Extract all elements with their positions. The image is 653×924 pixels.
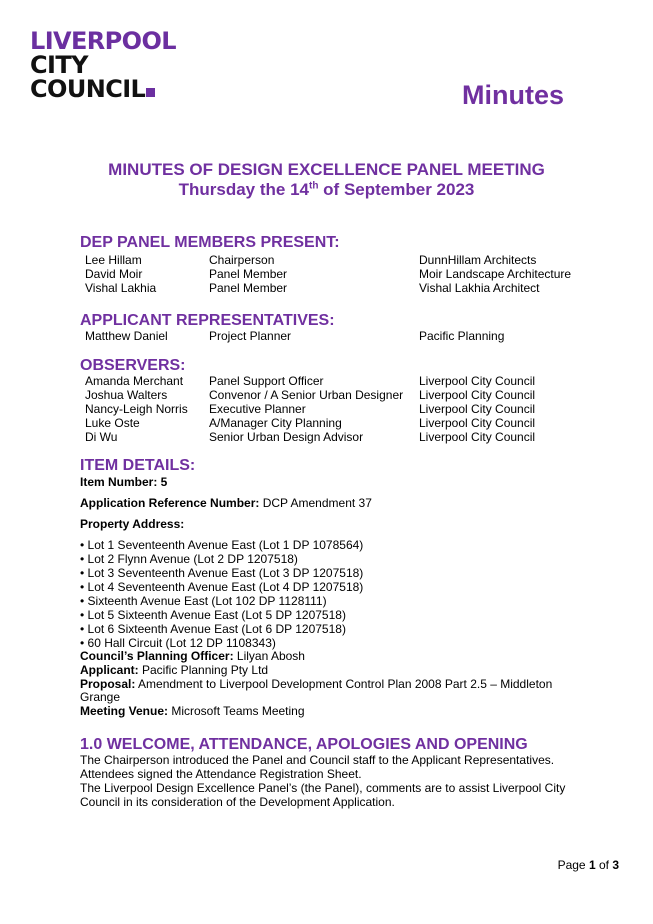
name-cell: Luke Oste <box>85 416 140 430</box>
org-cell: Liverpool City Council <box>419 430 536 444</box>
org-cell: Moir Landscape Architecture <box>419 267 572 281</box>
list-item: • 60 Hall Circuit (Lot 12 DP 1108343) <box>80 636 276 650</box>
application-reference: Application Reference Number: DCP Amendment 37 <box>80 496 372 510</box>
role-cell: Executive Planner <box>209 402 306 416</box>
planning-officer: Council’s Planning Officer: Lilyan Abosh <box>80 649 305 663</box>
council-logo <box>30 29 176 101</box>
name-cell: Joshua Walters <box>85 388 168 402</box>
proposal-continued: Grange <box>80 690 121 704</box>
org-cell: Liverpool City Council <box>419 374 536 388</box>
list-item: • Lot 5 Sixteenth Avenue East (Lot 5 DP 1207518) <box>80 608 346 622</box>
role-cell: A/Manager City Planning <box>209 416 342 430</box>
panel-heading: DEP PANEL MEMBERS PRESENT: <box>80 234 340 251</box>
list-item: • Lot 4 Seventeenth Avenue East (Lot 4 DP 1207518) <box>80 580 364 594</box>
name-cell: Lee Hillam <box>85 253 142 267</box>
org-cell: Pacific Planning <box>419 329 505 343</box>
role-cell: Convenor / A Senior Urban Designer <box>209 388 404 402</box>
property-address-label: Property Address: <box>80 517 185 531</box>
table-row <box>85 416 645 430</box>
document-type: Minutes <box>461 80 564 110</box>
list-item: • Lot 2 Flynn Avenue (Lot 2 DP 1207518) <box>80 552 298 566</box>
logo-line-3: COUNCIL <box>30 77 176 101</box>
name-cell: Nancy-Leigh Norris <box>85 402 188 416</box>
org-cell: Liverpool City Council <box>419 416 536 430</box>
role-cell: Panel Member <box>209 267 288 281</box>
list-item: • Sixteenth Avenue East (Lot 102 DP 1128111) <box>80 594 327 608</box>
observers-heading: OBSERVERS: <box>80 357 186 374</box>
name-cell: Amanda Merchant <box>85 374 184 388</box>
page-number: Page 1 of 3 <box>557 858 619 872</box>
table-row <box>85 388 645 402</box>
name-cell: Matthew Daniel <box>85 329 168 343</box>
logo-line-1: LIVERPOOL <box>30 27 176 55</box>
paragraph-line: Attendees signed the Attendance Registration Sheet. <box>80 767 362 781</box>
role-cell: Chairperson <box>209 253 275 267</box>
role-cell: Panel Member <box>209 281 288 295</box>
proposal: Proposal: Amendment to Liverpool Development Control Plan 2008 Part 2.5 – Middleton <box>80 677 553 691</box>
paragraph-line: The Chairperson introduced the Panel and Council staff to the Applicant Representatives. <box>80 753 555 767</box>
org-cell: Liverpool City Council <box>419 388 536 402</box>
table-row <box>85 430 645 444</box>
welcome-heading: 1.0 WELCOME, ATTENDANCE, APOLOGIES AND OPENING <box>80 736 528 753</box>
logo-line-2: CITY <box>30 51 88 79</box>
applicant: Applicant: Pacific Planning Pty Ltd <box>80 663 269 677</box>
table-row <box>85 267 645 281</box>
logo-square-icon <box>146 88 155 97</box>
table-row <box>85 329 645 343</box>
item-number: Item Number: 5 <box>80 475 168 489</box>
name-cell: David Moir <box>85 267 143 281</box>
meeting-venue: Meeting Venue: Microsoft Teams Meeting <box>80 704 305 718</box>
meeting-date: Thursday the 14th of September 2023 <box>178 180 475 199</box>
table-row <box>85 281 645 295</box>
list-item: • Lot 3 Seventeenth Avenue East (Lot 3 DP 1207518) <box>80 566 364 580</box>
org-cell: Vishal Lakhia Architect <box>419 281 540 295</box>
paragraph-line: Council in its consideration of the Development Application. <box>80 795 395 809</box>
table-row <box>85 253 645 267</box>
list-item: • Lot 6 Sixteenth Avenue East (Lot 6 DP 1207518) <box>80 622 346 636</box>
page-title: MINUTES OF DESIGN EXCELLENCE PANEL MEETING <box>108 160 545 179</box>
role-cell: Panel Support Officer <box>209 374 324 388</box>
list-item: • Lot 1 Seventeenth Avenue East (Lot 1 DP 1078564) <box>80 538 364 552</box>
org-cell: Liverpool City Council <box>419 402 536 416</box>
org-cell: DunnHillam Architects <box>419 253 537 267</box>
applicant-heading: APPLICANT REPRESENTATIVES: <box>80 312 335 329</box>
name-cell: Vishal Lakhia <box>85 281 157 295</box>
table-row <box>85 374 645 388</box>
table-row <box>85 402 645 416</box>
item-details-heading: ITEM DETAILS: <box>80 457 196 474</box>
role-cell: Project Planner <box>209 329 292 343</box>
paragraph-line: The Liverpool Design Excellence Panel’s (the Panel), comments are to assist Liverpool City <box>80 781 566 795</box>
role-cell: Senior Urban Design Advisor <box>209 430 364 444</box>
name-cell: Di Wu <box>85 430 118 444</box>
